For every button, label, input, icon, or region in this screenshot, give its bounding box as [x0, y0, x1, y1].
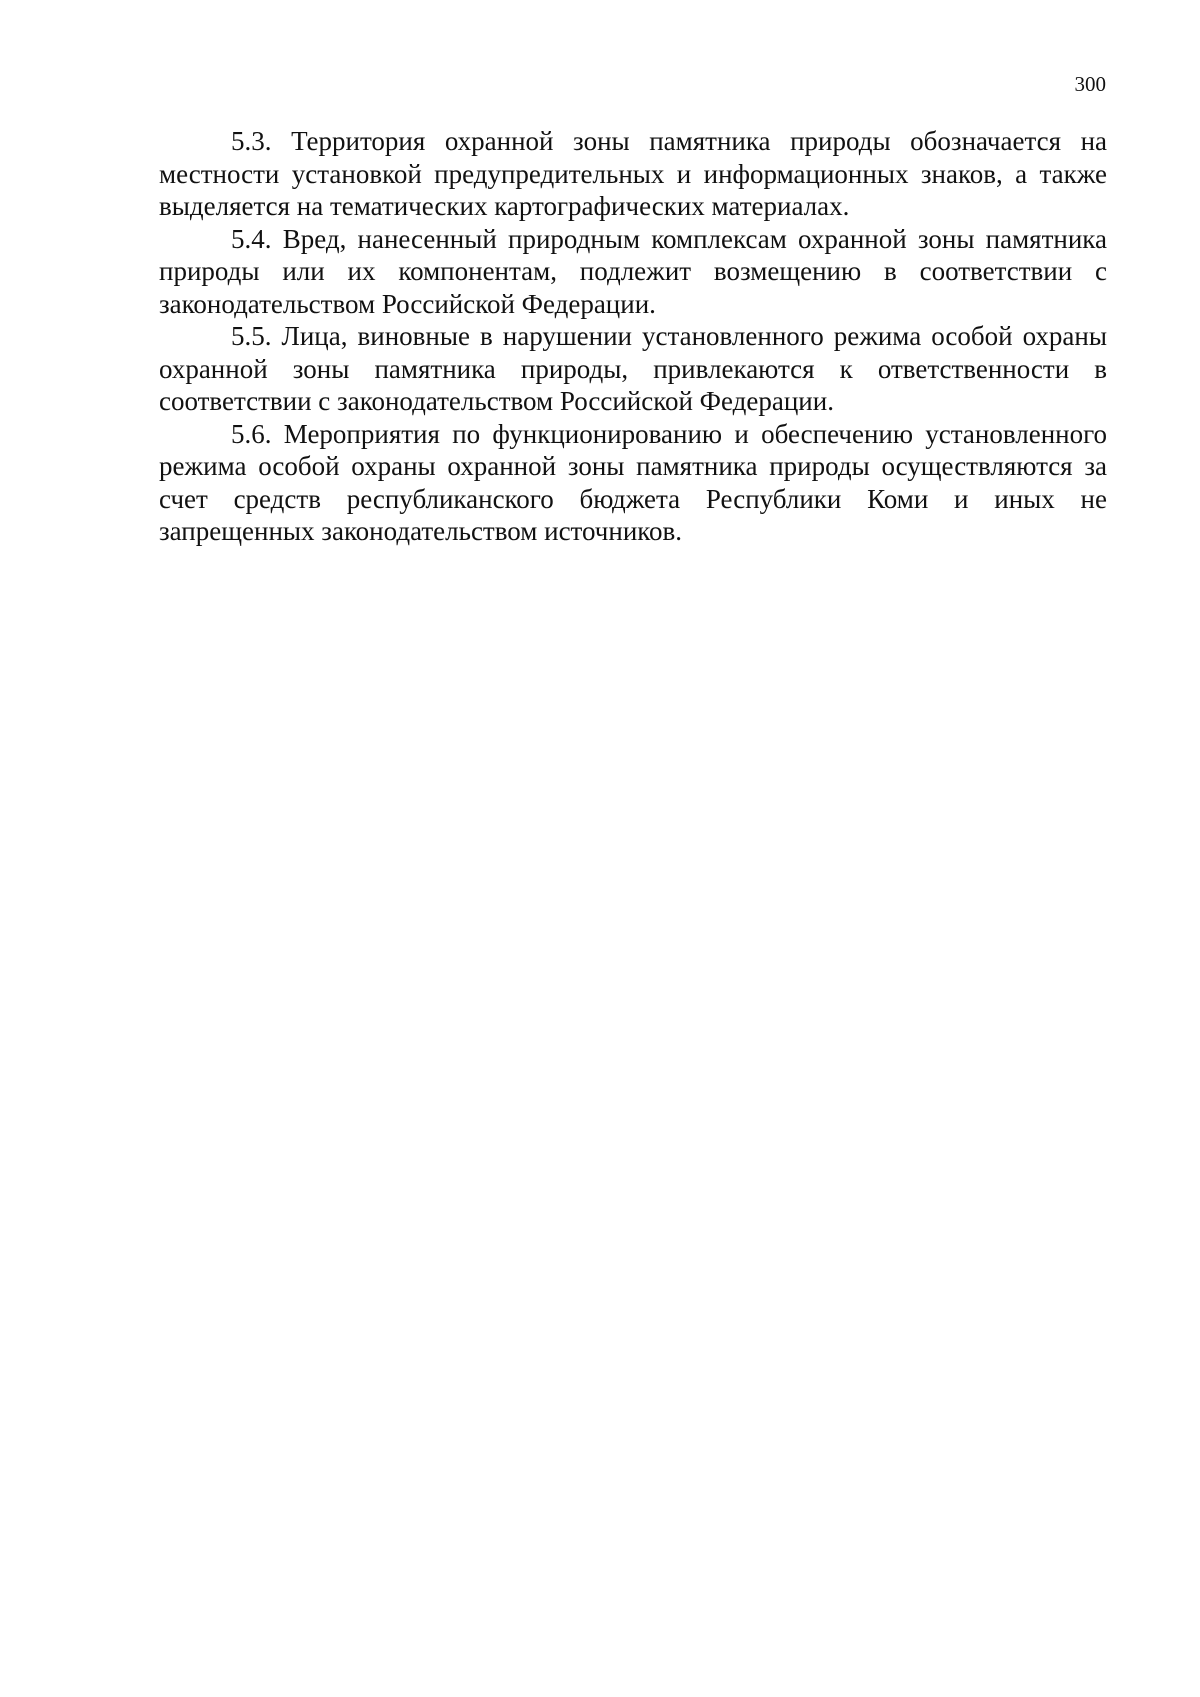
- paragraph-5-4: 5.4. Вред, нанесенный природным комплексам охранной зоны памятника природы или их компонентам, подлежит возмещению в соответствии с законодательством Российской Федерации.: [159, 223, 1107, 319]
- page-number: 300: [1074, 72, 1106, 96]
- paragraph-5-6: 5.6. Мероприятия по функционированию и обеспечению установленного режима особой охраны охранной зоны памятника природы осуществляются за счет средств республиканского бюджета Республики Коми и иных не запрещенных законодательством источников.: [159, 418, 1107, 546]
- document-body: [159, 125, 1107, 548]
- paragraph-5-3: 5.3. Территория охранной зоны памятника природы обозначается на местности установкой предупредительных и информационных знаков, а также выделяется на тематических картографических материалах.: [159, 126, 1107, 221]
- paragraph-5-5: 5.5. Лица, виновные в нарушении установленного режима особой охраны охранной зоны памятника природы, привлекаются к ответственности в соответствии с законодательством Российской Федерации.: [159, 321, 1107, 416]
